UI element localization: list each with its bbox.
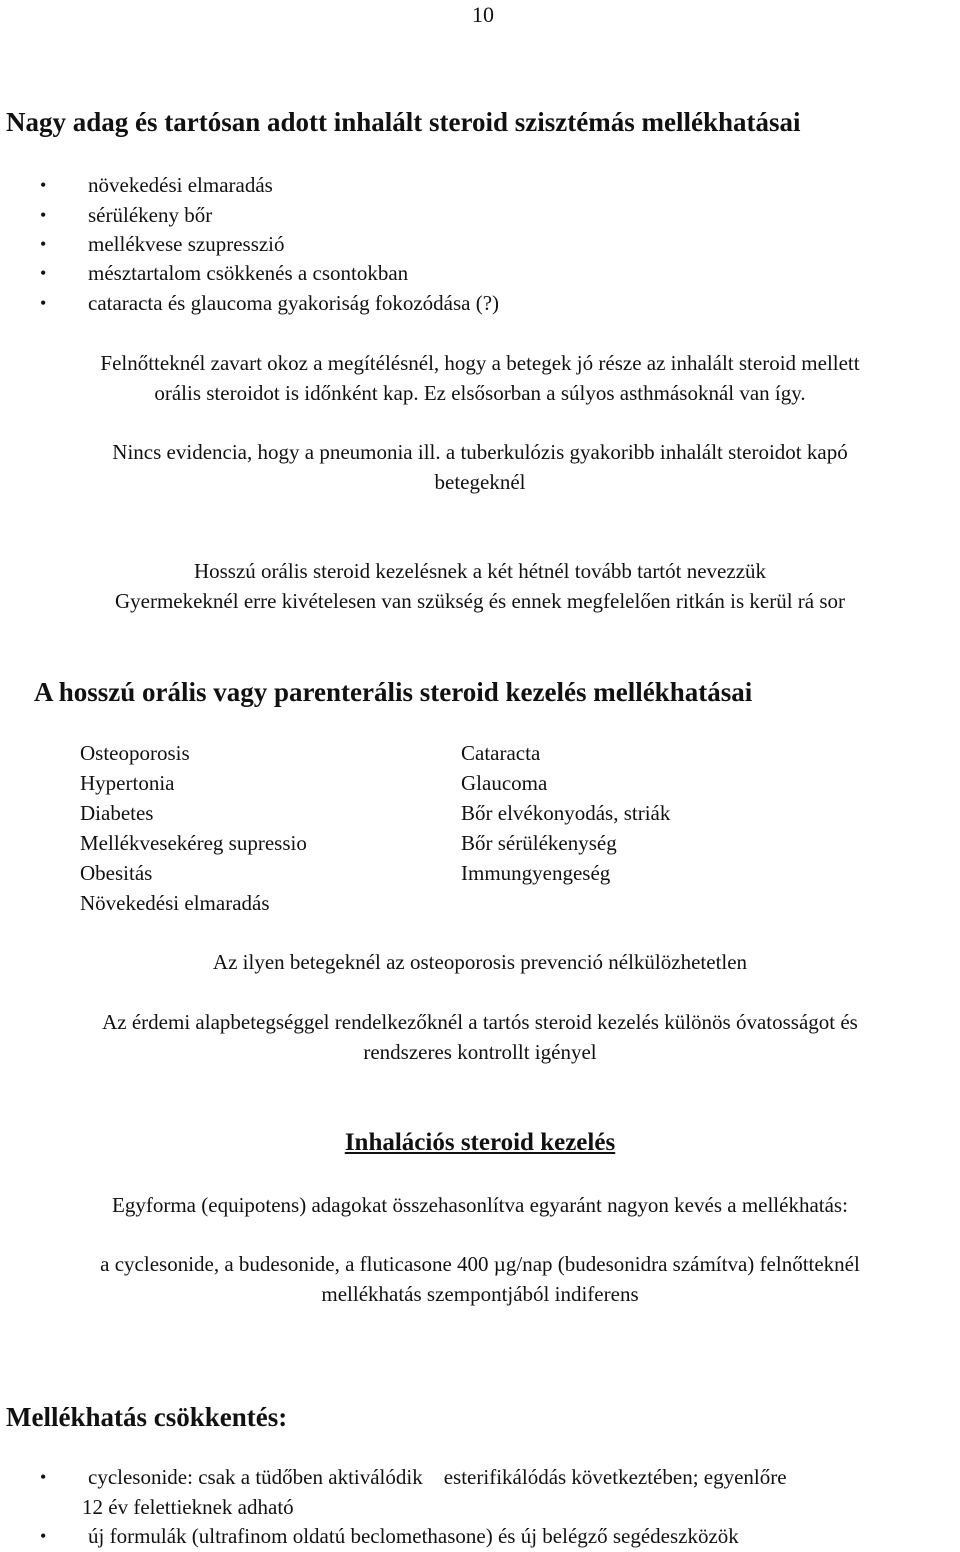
section-title-systemic-side-effects: Nagy adag és tartósan adott inhalált steroid szisztémás mellékhatásai	[6, 107, 801, 137]
list-item: Bőr sérülékenység	[461, 831, 617, 855]
list-item: Obesitás	[80, 861, 153, 885]
paragraph-line: rendszeres kontrollt igényel	[363, 1040, 597, 1064]
paragraph-line: Az érdemi alapbetegséggel rendelkezőknél a tartós steroid kezelés különös óvatosságot és	[102, 1010, 858, 1034]
list-item: Immungyengeség	[461, 861, 611, 885]
paragraph-line: mellékhatás szempontjából indiferens	[321, 1282, 639, 1306]
list-item: Cataracta	[461, 741, 541, 765]
paragraph-line: betegeknél	[434, 470, 526, 494]
paragraph-line: Az ilyen betegeknél az osteoporosis prevenció nélkülözhetetlen	[212, 950, 748, 974]
list-item-continuation: 12 év felettieknek adható	[82, 1495, 294, 1519]
list-item: Osteoporosis	[80, 741, 190, 765]
paragraph-line: a cyclesonide, a budesonide, a fluticasone 400 µg/nap (budesonidra számítva) felnőtteknél	[100, 1252, 860, 1276]
list-item: Glaucoma	[461, 771, 548, 795]
paragraph-line: Hosszú orális steroid kezelésnek a két hétnél tovább tartót nevezzük	[193, 559, 767, 583]
side-effects-list-right	[461, 738, 670, 888]
page-number: 10	[472, 2, 494, 27]
paragraph-line: Gyermekeknél erre kivételesen van szükség és ennek megfelelően ritkán is kerül rá sor	[114, 589, 846, 613]
list-item: Mellékvesekéreg supressio	[80, 831, 307, 855]
section-title-oral-steroid-side-effects: A hosszú orális vagy parenterális steroid kezelés mellékhatásai	[34, 677, 753, 707]
paragraph-line: orális steroidot is időnként kap. Ez elsősorban a súlyos asthmásoknál van így.	[154, 381, 806, 405]
section-title-inhaled-steroid: Inhalációs steroid kezelés	[344, 1129, 616, 1156]
paragraph-line: Egyforma (equipotens) adagokat összehasonlítva egyaránt nagyon kevés a mellékhatás:	[112, 1193, 848, 1217]
paragraph-line: Felnőtteknél zavart okoz a megítélésnél, hogy a betegek jó része az inhalált steroid mellett	[100, 351, 860, 375]
list-item: Hypertonia	[80, 771, 175, 795]
list-item: Bőr elvékonyodás, striák	[461, 801, 671, 825]
list-item: Növekedési elmaradás	[80, 891, 270, 915]
side-effects-list-left	[80, 738, 307, 918]
section-title-side-effect-reduction: Mellékhatás csökkentés:	[6, 1402, 288, 1432]
paragraph-line: Nincs evidencia, hogy a pneumonia ill. a tuberkulózis gyakoribb inhalált steroidot kapó	[112, 440, 848, 464]
list-item: Diabetes	[80, 801, 154, 825]
